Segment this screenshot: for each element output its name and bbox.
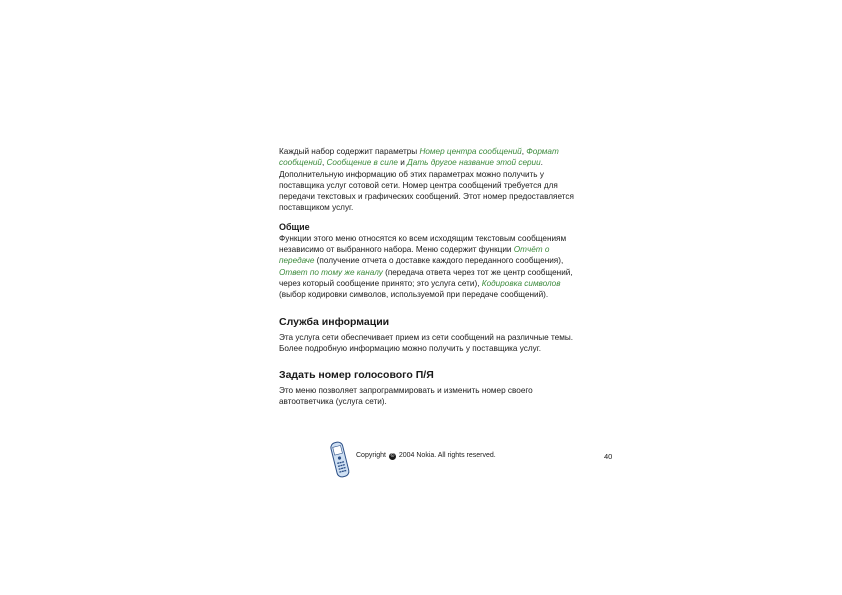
text-run: (передача ответа через тот же центр сообщений, через который сообщение принято; это услуга сети), xyxy=(279,267,573,288)
text-run: и xyxy=(397,158,408,168)
text-run: . Дополнительную информацию об этих параметрах можно получить у поставщика услуг сотовой сети. Номер центра сообщений требуется для передачи текстовых и графических сообщений. Этот номер предоставляется поставщиком услуг. xyxy=(279,158,574,213)
text-run: (получение отчета о доставке каждого переданного сообщения), xyxy=(314,256,564,266)
info-service-paragraph: Эта услуга сети обеспечивает прием из сети сообщений на различные темы. Более подробную информацию можно получить у поставщика услуг. xyxy=(279,332,574,353)
voicemail-heading: Задать номер голосового П/Я xyxy=(279,369,434,382)
copyright-text: 2004 Nokia. All rights reserved. xyxy=(396,452,496,459)
text-run: Функции этого меню относятся ко всем исходящим текстовым сообщениям независимо от выбранного набора. Меню содержит функции xyxy=(279,233,567,255)
link-character-encoding: Кодировка символов xyxy=(481,278,561,288)
link-message-format: Формат сообщений xyxy=(279,147,559,168)
link-reply-same-channel: Ответ по тому же каналу xyxy=(279,267,383,277)
copyright-symbol: © xyxy=(390,453,395,459)
text-run: , xyxy=(521,147,527,156)
settings-paragraph xyxy=(279,146,579,214)
text-run: (выбор кодировки символов, используемой при передаче сообщений). xyxy=(279,290,549,300)
copyright-notice xyxy=(356,452,496,460)
info-service-heading: Служба информации xyxy=(279,315,390,328)
page-content xyxy=(279,146,579,408)
voicemail-paragraph: Это меню позволяет запрограммировать и изменить номер своего автоответчика (услуга сети). xyxy=(279,386,533,407)
text-run: , xyxy=(321,158,327,168)
link-rename-set: Дать другое название этой серии xyxy=(407,158,541,168)
copyright-text: Copyright xyxy=(356,452,388,459)
text-run: Каждый набор содержит параметры xyxy=(279,147,420,156)
general-paragraph xyxy=(279,233,579,301)
link-delivery-report: Отчёт о передаче xyxy=(279,245,550,266)
link-message-center-number: Номер центра сообщений xyxy=(419,147,522,156)
general-heading: Общие xyxy=(279,221,310,232)
page-number: 40 xyxy=(604,452,613,461)
nokia-phone-icon xyxy=(328,440,352,480)
page-footer xyxy=(0,440,842,480)
link-message-validity: Сообщение в силе xyxy=(326,158,398,168)
